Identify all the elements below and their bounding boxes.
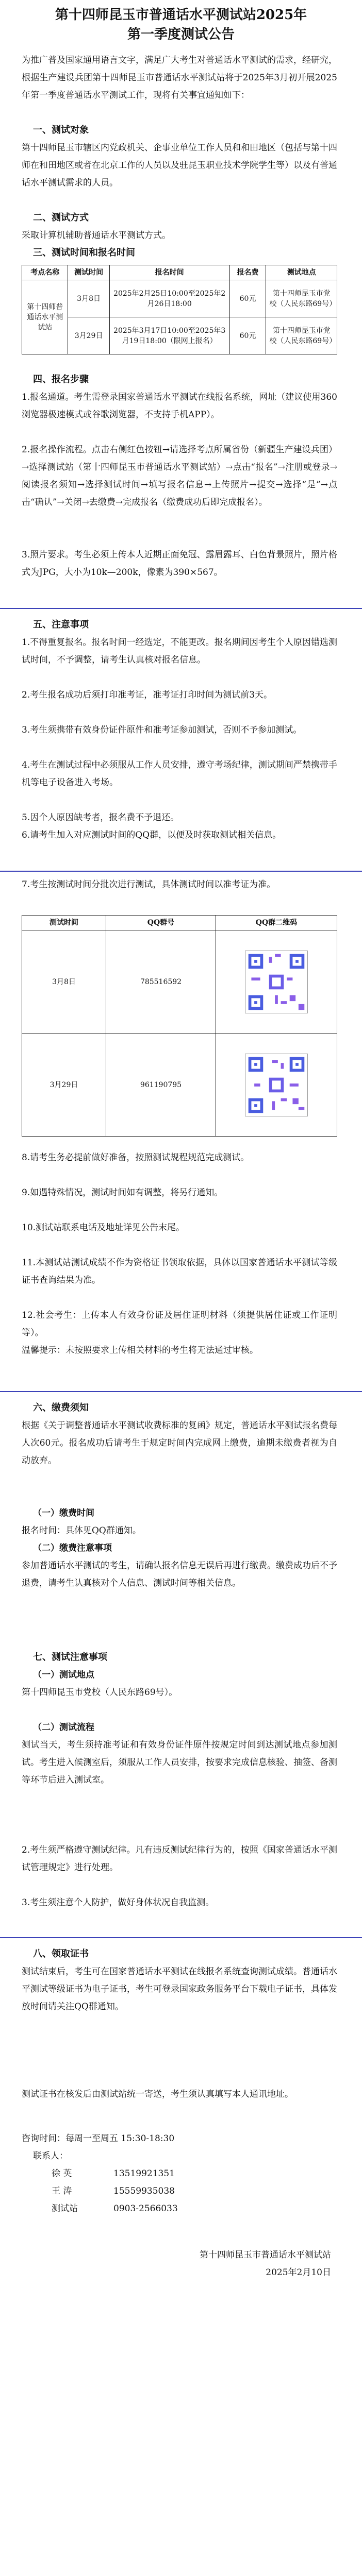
section-5-p6: 6.请考生加入对应测试时间的QQ群，以便及时获取测试相关信息。 bbox=[22, 830, 282, 840]
divider-line bbox=[0, 871, 362, 872]
table-cell-site: 第十四师普通话水平测试站 bbox=[22, 280, 68, 354]
section-7-sub2: （二）测试流程 bbox=[33, 1722, 94, 1733]
section-6-sub1-text: 报名时间：具体见QQ群通知。 bbox=[22, 1526, 141, 1536]
section-5-p1: 1.不得重复报名。报名时间一经选定，不能更改。报名期间因考生个人原因错选测试时间，不予调整，请考生认真核对报名信息。 bbox=[22, 637, 337, 665]
section-7-heading: 七、测试注意事项 bbox=[33, 1652, 107, 1663]
section-8-heading: 八、领取证书 bbox=[33, 1948, 89, 1959]
table-row bbox=[22, 930, 337, 1033]
section-5-p9: 9.如遇特殊情况，测试时间如有调整，将另行通知。 bbox=[22, 1188, 223, 1198]
table-cell: 961190795 bbox=[106, 1033, 216, 1137]
table-row bbox=[22, 280, 337, 317]
table-header-cell: 测试时间 bbox=[22, 916, 106, 930]
section-6-text: 根据《关于调整普通话水平测试收费标准的复函》规定，普通话水平测试报名费每人次60元。报名成功后请考生于规定时间内完成网上缴费，逾期未缴费者视为自动放弃。 bbox=[22, 1420, 337, 1466]
divider-line bbox=[0, 1937, 362, 1938]
title-line-2: 第一季度测试公告 bbox=[127, 27, 235, 42]
section-1-text: 第十四师昆玉市辖区内党政机关、企事业单位工作人员和和田地区（包括与第十四师在和田地区或者在北京工作的人员以及驻昆玉职业技术学院学生等）以及有普通话水平测试需求的人员。 bbox=[22, 143, 337, 188]
table-row bbox=[22, 317, 337, 354]
table-cell: 第十四师昆玉市党校（人民东路69号） bbox=[266, 280, 337, 317]
section-8-p2: 测试证书在核发后由测试站统一寄送，考生须认真填写本人通讯地址。 bbox=[22, 2089, 293, 2099]
section-5-p7: 7.考生按测试时间分批次进行测试，具体测试时间以准考证为准。 bbox=[22, 879, 276, 890]
section-6-heading: 六、缴费须知 bbox=[33, 1402, 89, 1413]
qr-code-icon[interactable] bbox=[245, 951, 308, 1013]
table-cell bbox=[216, 1033, 337, 1137]
section-7-p3: 3.考生须注意个人防护，做好身体状况自我监测。 bbox=[22, 1897, 215, 1908]
table-cell: 60元 bbox=[229, 280, 266, 317]
qr-code-icon[interactable] bbox=[245, 1054, 308, 1116]
table-cell: 2025年2月25日10:00至2025年2月26日18:00 bbox=[109, 280, 229, 317]
table-cell: 2025年3月17日10:00至2025年3月19日18:00（限网上报名） bbox=[109, 317, 229, 354]
title-line-1: 第十四师昆玉市普通话水平测试站2025年 bbox=[55, 7, 307, 23]
section-5-p3: 3.考生须携带有效身份证件原件和准考证参加测试，否则不予参加测试。 bbox=[22, 725, 302, 735]
section-6-sub1: （一）缴费时间 bbox=[33, 1508, 94, 1518]
section-3-heading: 三、测试时间和报名时间 bbox=[33, 247, 135, 258]
table-header-cell: 测试时间 bbox=[68, 265, 109, 280]
section-4-p2: 2.报名操作流程。点击右侧红色按钮→请选择考点所属省份（新疆生产建设兵团）→选择测试站（第十四师昆玉市普通话水平测试站）→点击“报名”→注册或登录→阅读报名须知→选择测试时间→填写报名信息→上传照片→提交→选择“是”→点击“确认”→关闭→去缴费→完成报名（缴费成功后即完成报名）。 bbox=[22, 445, 337, 507]
contact-phone: 0903-2566033 bbox=[113, 2204, 178, 2214]
signature-org: 第十四师昆玉市普通话水平测试站 bbox=[200, 2250, 331, 2260]
section-7-sub2-text: 测试当天，考生须持准考证和有效身份证件原件按规定时间到达测试地点参加测试。考生进入候测室后，须服从工作人员安排，按要求完成信息核验、抽签、备测等环节后进入测试室。 bbox=[22, 1740, 337, 1785]
section-8-text: 测试结束后，考生可在国家普通话水平测试在线报名系统查询测试成绩。普通话水平测试等级证书为电子证书，考生可登录国家政务服务平台下载电子证书，具体发放时间请关注QQ群通知。 bbox=[22, 1967, 337, 2012]
section-5-p2: 2.考生报名成功后须打印准考证，准考证打印时间为测试前3天。 bbox=[22, 690, 273, 700]
contact-phone: 13519921351 bbox=[113, 2168, 175, 2179]
section-4-p3: 3.照片要求。考生必须上传本人近期正面免冠、露眉露耳、白色背景照片，照片格式为JPG，大小为10k—200k，像素为390×567。 bbox=[22, 550, 337, 578]
schedule-table bbox=[22, 265, 337, 354]
section-6-sub2-text: 参加普通话水平测试的考生，请确认报名信息无误后再进行缴费。缴费成功后不予退费，请考生认真核对个人信息、测试时间等相关信息。 bbox=[22, 1561, 337, 1588]
table-header-cell: 报名时间 bbox=[109, 265, 229, 280]
section-7-p2: 2.考生须严格遵守测试纪律。凡有违反测试纪律行为的，按照《国家普通话水平测试管理规定》进行处理。 bbox=[22, 1845, 337, 1873]
section-5-p5: 5.因个人原因缺考者，报名费不予退还。 bbox=[22, 812, 179, 823]
table-cell: 3月29日 bbox=[22, 1033, 106, 1137]
section-5-p8: 8.请考生务必提前做好准备，按照测试规程规范完成测试。 bbox=[22, 1153, 250, 1163]
qq-group-table bbox=[22, 915, 337, 1137]
section-5-p4: 4.考生在测试过程中必须服从工作人员安排，遵守考场纪律，测试期间严禁携带手机等电子设备进入考场。 bbox=[22, 760, 337, 788]
signature-date: 2025年2月10日 bbox=[266, 2267, 331, 2278]
section-2-text: 采取计算机辅助普通话水平测试方式。 bbox=[22, 230, 171, 241]
contact-time: 咨询时间：每周一至周五 15:30-18:30 bbox=[22, 2133, 175, 2144]
section-7-sub1: （一）测试地点 bbox=[33, 1670, 94, 1680]
table-cell: 785516592 bbox=[106, 930, 216, 1033]
contact-name: 王 涛 bbox=[52, 2186, 72, 2196]
table-header-cell: 考点名称 bbox=[22, 265, 68, 280]
divider-line bbox=[0, 1391, 362, 1392]
section-2-heading: 二、测试方式 bbox=[33, 212, 89, 223]
intro-paragraph: 为推广普及国家通用语言文字，满足广大考生对普通话水平测试的需求，经研究，根据生产建设兵团第十四师昆玉市普通话水平测试站将于2025年3月初开展2025年第一季度普通话水平测试工作，现将有关事宜通知如下： bbox=[22, 55, 337, 100]
contact-name: 徐 英 bbox=[52, 2168, 72, 2179]
section-5-p10: 10.测试站联系电话及地址详见公告末尾。 bbox=[22, 1223, 185, 1233]
contact-label: 联系人： bbox=[33, 2151, 68, 2161]
divider-line bbox=[0, 608, 362, 609]
section-5-p12: 12.社会考生：上传本人有效身份证及居住证明材料（须提供居住证或工作证明等）。 bbox=[22, 1310, 337, 1338]
section-4-heading: 四、报名步骤 bbox=[33, 374, 89, 385]
table-cell bbox=[216, 930, 337, 1033]
section-4-p1: 1.报名通道。考生需登录国家普通话水平测试在线报名系统，网址（建议使用360浏览器极速模式或谷歌浏览器，不支持手机APP）。 bbox=[22, 392, 337, 420]
section-7-sub1-text: 第十四师昆玉市党校（人民东路69号）。 bbox=[22, 1687, 178, 1698]
table-cell: 60元 bbox=[229, 317, 266, 354]
table-header-cell: QQ群二维码 bbox=[216, 916, 337, 930]
table-header-cell: 报名费 bbox=[229, 265, 266, 280]
table-cell: 3月8日 bbox=[22, 930, 106, 1033]
contact-name: 测试站 bbox=[52, 2204, 78, 2214]
table-header-row bbox=[22, 265, 337, 280]
table-cell: 第十四师昆玉市党校（人民东路69号） bbox=[266, 317, 337, 354]
table-cell: 3月29日 bbox=[68, 317, 109, 354]
table-row bbox=[22, 1033, 337, 1137]
qr-code-container bbox=[219, 1054, 334, 1116]
section-1-heading: 一、测试对象 bbox=[33, 125, 89, 135]
table-cell: 3月8日 bbox=[68, 280, 109, 317]
contact-phone: 15559935038 bbox=[113, 2186, 175, 2196]
qr-code-container bbox=[219, 951, 334, 1013]
table-header-cell: QQ群号 bbox=[106, 916, 216, 930]
section-5-heading: 五、注意事项 bbox=[33, 619, 89, 630]
table-header-cell: 测试地点 bbox=[266, 265, 337, 280]
section-5-p13: 温馨提示：未按照要求上传相关材料的考生将无法通过审核。 bbox=[22, 1345, 258, 1355]
table-header-row bbox=[22, 916, 337, 930]
section-6-sub2: （二）缴费注意事项 bbox=[33, 1543, 112, 1553]
section-5-p11: 11.本测试站测试成绩不作为资格证书领取依据，具体以国家普通话水平测试等级证书查询结果为准。 bbox=[22, 1258, 337, 1285]
